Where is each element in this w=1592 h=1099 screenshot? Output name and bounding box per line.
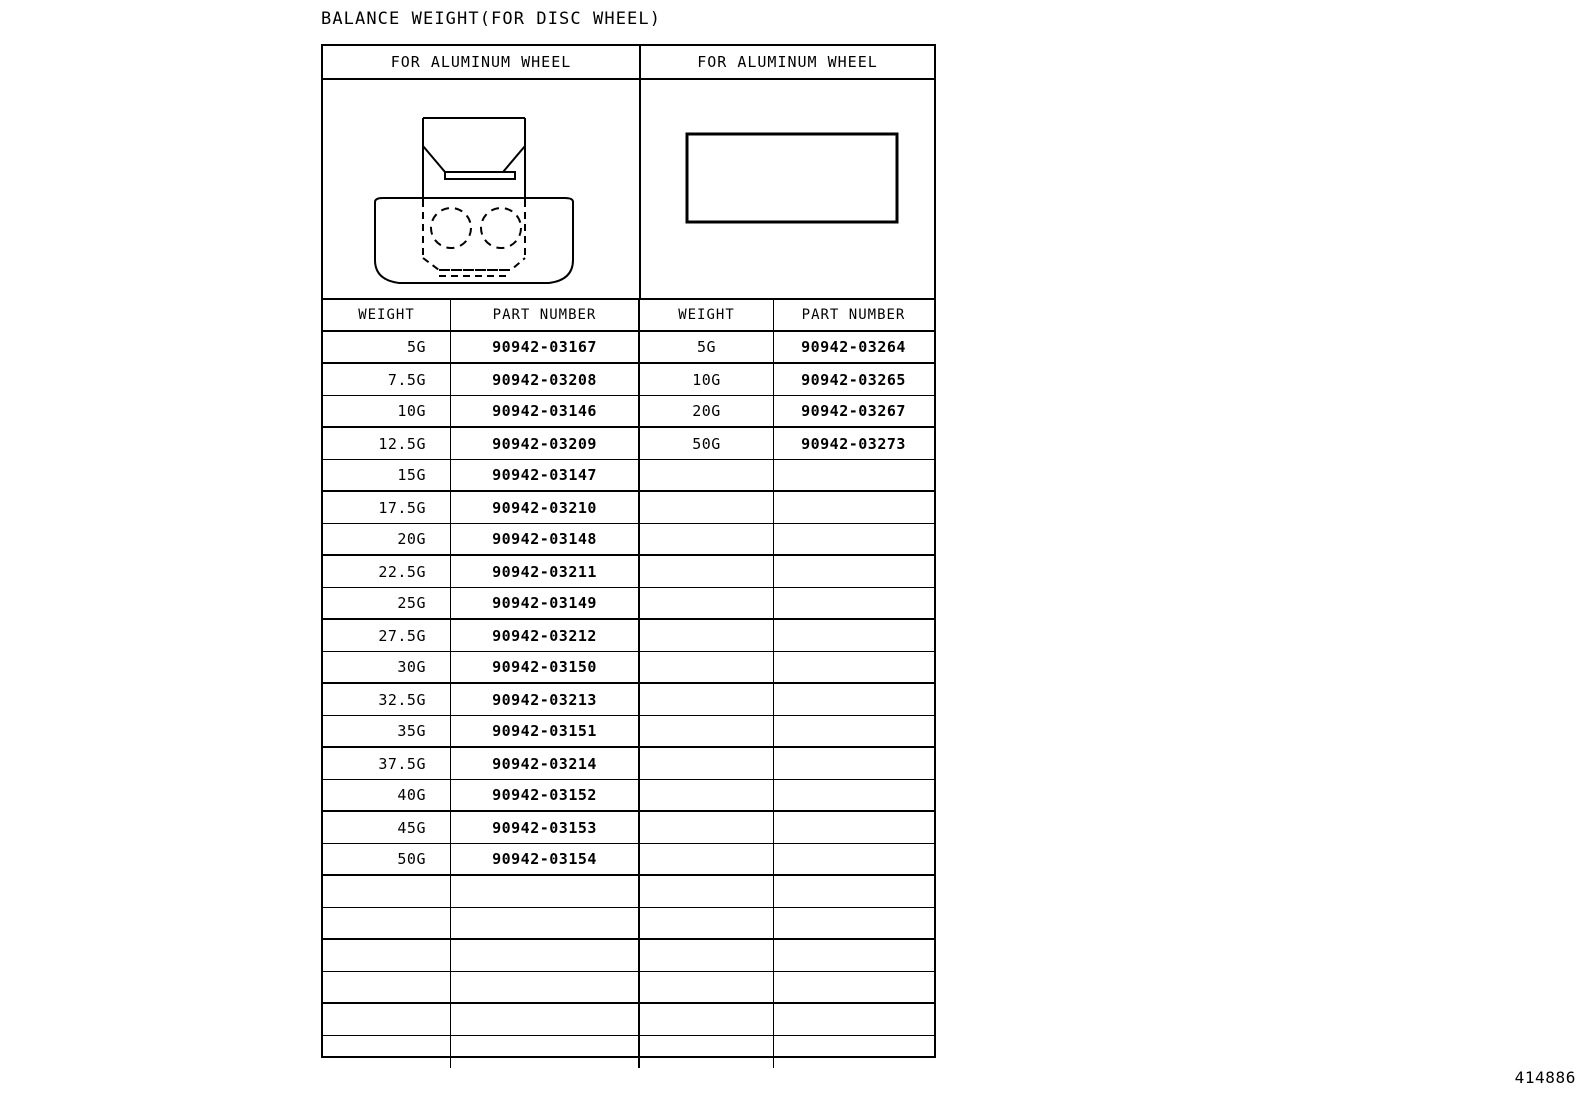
cell-weight-right — [640, 908, 774, 938]
cell-part-number-right — [774, 652, 933, 682]
cell-part-number-right — [774, 780, 933, 810]
table-row — [323, 972, 934, 1004]
cell-part-number-right: 90942-03273 — [801, 434, 906, 453]
cell-part-number-left: 90942-03167 — [451, 332, 640, 362]
cell-weight-left: 35G — [323, 716, 451, 746]
cell-part-number-left: 90942-03154 — [451, 844, 640, 874]
cell-part-number-right — [774, 972, 933, 1002]
cell-part-number-right — [774, 460, 933, 490]
table-row — [323, 524, 934, 556]
column-header-weight-right: WEIGHT — [640, 300, 774, 330]
cell-weight-right — [640, 748, 774, 779]
cell-weight-left — [323, 972, 451, 1002]
cell-part-number-left: 90942-03147 — [451, 460, 640, 490]
cell-weight-right — [640, 940, 774, 971]
cell-weight-left: 7.5G — [323, 364, 451, 395]
table-row — [323, 364, 934, 396]
cell-part-number-left: 90942-03153 — [451, 812, 640, 843]
cell-weight-left: 20G — [323, 524, 451, 554]
cell-part-number-right — [774, 940, 933, 971]
cell-part-number-left — [451, 876, 640, 907]
data-grid — [323, 332, 934, 1068]
cell-part-number-right — [774, 716, 933, 746]
cell-weight-left: 17.5G — [323, 492, 451, 523]
page-title: BALANCE WEIGHT(FOR DISC WHEEL) — [321, 9, 662, 29]
table-row — [323, 460, 934, 492]
cell-part-number-right: 90942-03267 — [801, 402, 906, 420]
cell-weight-left: 45G — [323, 812, 451, 843]
table-row — [323, 908, 934, 940]
cell-part-number-left — [451, 940, 640, 971]
cell-weight-left: 27.5G — [323, 620, 451, 651]
table-row — [323, 652, 934, 684]
cell-part-number-left: 90942-03146 — [451, 396, 640, 426]
cell-weight-left — [323, 940, 451, 971]
cell-part-number-right — [774, 908, 933, 938]
cell-weight-right — [640, 876, 774, 907]
cell-weight-right: 5G — [640, 332, 774, 362]
cell-weight-right — [640, 1004, 774, 1035]
cell-weight-left: 22.5G — [323, 556, 451, 587]
cell-part-number-right: 90942-03264 — [801, 338, 906, 356]
cell-weight-right — [640, 812, 774, 843]
cell-part-number-right — [774, 1036, 933, 1068]
cell-part-number-left: 90942-03212 — [451, 620, 640, 651]
cell-weight-left: 15G — [323, 460, 451, 490]
cell-part-number-left — [451, 1004, 640, 1035]
cell-part-number-left: 90942-03148 — [451, 524, 640, 554]
table-row — [323, 716, 934, 748]
cell-weight-right: 20G — [640, 396, 774, 426]
table-row — [323, 1004, 934, 1036]
table-row — [323, 428, 934, 460]
cell-part-number-right: 90942-03265 — [801, 370, 906, 389]
adhesive-balance-weight-icon — [641, 80, 934, 298]
cell-weight-right — [640, 524, 774, 554]
cell-part-number-right — [774, 1004, 933, 1035]
table-row — [323, 844, 934, 876]
cell-part-number-left: 90942-03151 — [451, 716, 640, 746]
cell-weight-right: 50G — [640, 428, 774, 459]
cell-weight-right: 10G — [640, 364, 774, 395]
cell-weight-left: 40G — [323, 780, 451, 810]
section-heading-right: FOR ALUMINUM WHEEL — [697, 53, 878, 71]
cell-part-number-left — [451, 1036, 640, 1068]
table-row — [323, 332, 934, 364]
table-row — [323, 396, 934, 428]
table-row — [323, 780, 934, 812]
table-row — [323, 556, 934, 588]
cell-weight-right — [640, 1036, 774, 1068]
table-row — [323, 876, 934, 908]
cell-weight-right — [640, 588, 774, 618]
table-row — [323, 1036, 934, 1068]
cell-part-number-right — [774, 812, 933, 843]
cell-weight-right — [640, 972, 774, 1002]
cell-weight-right — [640, 844, 774, 874]
table-row — [323, 684, 934, 716]
cell-part-number-left: 90942-03214 — [451, 748, 640, 779]
cell-part-number-left: 90942-03150 — [451, 652, 640, 682]
cell-weight-left — [323, 1036, 451, 1068]
column-header-part-number-right: PART NUMBER — [801, 307, 906, 323]
cell-part-number-right — [774, 876, 933, 907]
table-row — [323, 492, 934, 524]
cell-part-number-left: 90942-03213 — [451, 684, 640, 715]
cell-weight-right — [640, 556, 774, 587]
column-header-weight-left: WEIGHT — [323, 300, 451, 330]
cell-part-number-right — [774, 524, 933, 554]
cell-weight-left: 5G — [323, 332, 451, 362]
table-row — [323, 620, 934, 652]
cell-part-number-left — [451, 972, 640, 1002]
column-header-part-number-left: PART NUMBER — [451, 300, 640, 330]
cell-weight-left: 30G — [323, 652, 451, 682]
cell-part-number-right — [774, 556, 933, 587]
cell-weight-left — [323, 1004, 451, 1035]
figure-row — [323, 80, 934, 300]
parts-table — [321, 44, 936, 1058]
cell-part-number-right — [774, 492, 933, 523]
cell-part-number-right — [774, 748, 933, 779]
cell-weight-right — [640, 492, 774, 523]
column-header-row — [323, 300, 934, 332]
cell-weight-left: 12.5G — [323, 428, 451, 459]
cell-weight-right — [640, 460, 774, 490]
section-heading-row — [323, 46, 934, 80]
table-row — [323, 812, 934, 844]
table-row — [323, 588, 934, 620]
cell-weight-left — [323, 876, 451, 907]
cell-part-number-left: 90942-03149 — [451, 588, 640, 618]
cell-part-number-right — [774, 620, 933, 651]
cell-part-number-left: 90942-03152 — [451, 780, 640, 810]
clip-on-balance-weight-icon — [323, 80, 641, 298]
table-row — [323, 748, 934, 780]
cell-weight-left: 37.5G — [323, 748, 451, 779]
cell-weight-right — [640, 652, 774, 682]
cell-weight-left — [323, 908, 451, 938]
cell-weight-left: 32.5G — [323, 684, 451, 715]
reference-number: 414886 — [1514, 1068, 1576, 1087]
cell-part-number-right — [774, 844, 933, 874]
figure-cell-right — [641, 80, 934, 298]
cell-part-number-right — [774, 588, 933, 618]
cell-weight-left: 10G — [323, 396, 451, 426]
section-heading-left: FOR ALUMINUM WHEEL — [323, 46, 641, 78]
cell-part-number-left: 90942-03208 — [451, 364, 640, 395]
cell-weight-left: 50G — [323, 844, 451, 874]
cell-part-number-left — [451, 908, 640, 938]
cell-weight-right — [640, 620, 774, 651]
cell-part-number-left: 90942-03209 — [451, 428, 640, 459]
cell-weight-right — [640, 716, 774, 746]
cell-weight-right — [640, 684, 774, 715]
cell-part-number-left: 90942-03210 — [451, 492, 640, 523]
cell-weight-right — [640, 780, 774, 810]
cell-weight-left: 25G — [323, 588, 451, 618]
figure-cell-left — [323, 80, 641, 298]
table-row — [323, 940, 934, 972]
cell-part-number-right — [774, 684, 933, 715]
cell-part-number-left: 90942-03211 — [451, 556, 640, 587]
